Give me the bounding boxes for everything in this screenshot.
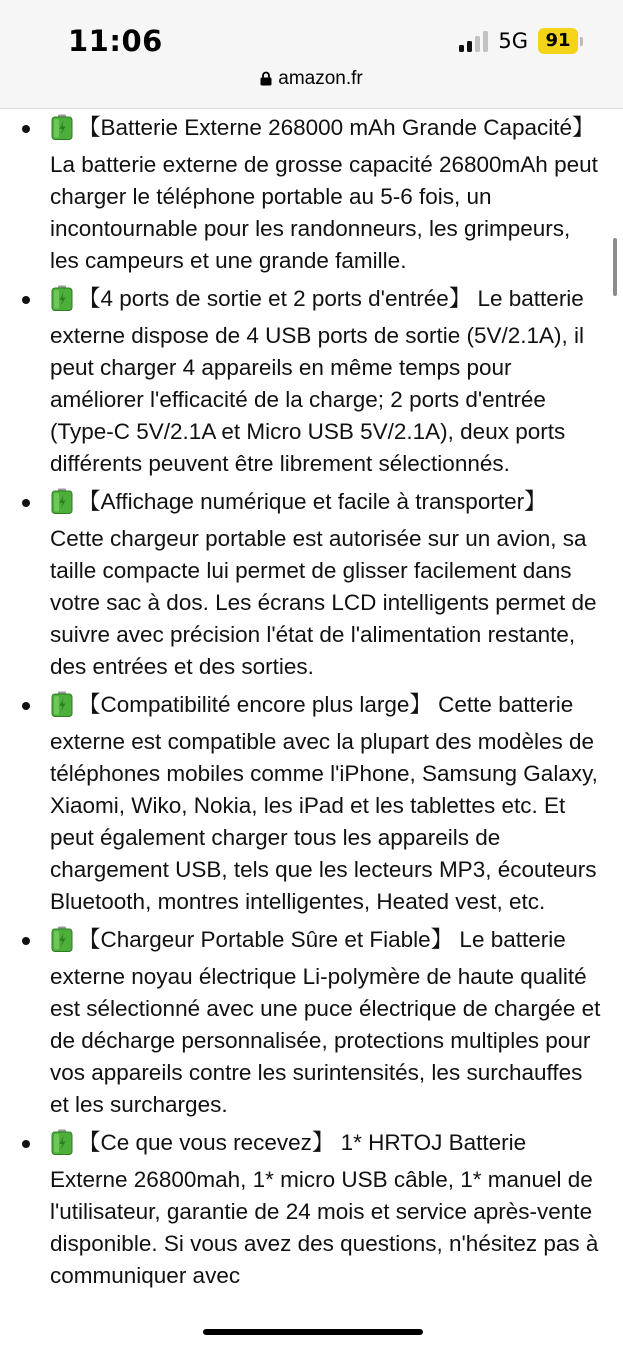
feature-bullet-list — [0, 112, 623, 1292]
product-description — [0, 112, 623, 1298]
address-bar[interactable] — [0, 68, 623, 92]
status-and-address-bar — [0, 0, 623, 109]
feature-bullet — [0, 924, 623, 1121]
battery-emoji-icon — [50, 488, 74, 523]
battery-icon — [538, 28, 583, 54]
home-indicator[interactable] — [203, 1329, 423, 1335]
feature-bullet-text: 【Ce que vous recevez】 1* HRTOJ Batterie Externe 26800mah, 1* micro USB câble, 1* manuel de l'utilisateur, garantie de 24 mois et service après-vente disponible. Si vous avez des questions, n'hésitez pas à communiquer avec — [50, 1130, 599, 1288]
feature-bullet-text: 【Batterie Externe 268000 mAh Grande Capacité】La batterie externe de grosse capacité 26800mAh peut charger le téléphone portable au 5-6 fois, un incontournable pour les randonneurs, les grimpeurs, les campeurs et une grande famille. — [50, 115, 598, 273]
feature-bullet-text: 【Chargeur Portable Sûre et Fiable】 Le batterie externe noyau électrique Li-polymère de haute qualité est sélectionné avec une puce électrique de chargée et de décharge personnalisée, protections multiples pour vos appareils contre les surintensités, les surchauffes et les surcharges. — [50, 927, 601, 1117]
status-time: 11:06 — [68, 24, 163, 58]
battery-emoji-icon — [50, 1129, 74, 1164]
feature-bullet — [0, 689, 623, 918]
scrollbar[interactable] — [613, 238, 617, 296]
url-text: amazon.fr — [278, 68, 363, 89]
feature-bullet — [0, 486, 623, 683]
feature-bullet — [0, 1127, 623, 1292]
feature-bullet-text: 【Compatibilité encore plus large】 Cette batterie externe est compatible avec la plupart des modèles de téléphones mobiles comme l'iPhone, Samsung Galaxy, Xiaomi, Wiko, Nokia, les iPad et les tablettes etc. Et peut également charger tous les appareils de chargement USB, tels que les lecteurs MP3, écouteurs Bluetooth, montres intelligentes, Heated vest, etc. — [50, 692, 598, 914]
status-indicators — [459, 28, 583, 54]
network-type: 5G — [498, 29, 528, 53]
battery-emoji-icon — [50, 926, 74, 961]
cellular-signal-icon — [459, 30, 488, 52]
feature-bullet — [0, 283, 623, 480]
feature-bullet-text: 【4 ports de sortie et 2 ports d'entrée】 Le batterie externe dispose de 4 USB ports de sortie (5V/2.1A), il peut charger 4 appareils en même temps pour améliorer l'efficacité de la charge; 2 ports d'entrée (Type-C 5V/2.1A et Micro USB 5V/2.1A), deux ports différents peuvent être librement sélectionnés. — [50, 286, 585, 476]
battery-emoji-icon — [50, 114, 74, 149]
battery-emoji-icon — [50, 691, 74, 726]
battery-level: 91 — [538, 28, 578, 54]
feature-bullet-text: 【Affichage numérique et facile à transporter】 Cette chargeur portable est autorisée sur un avion, sa taille compacte lui permet de glisser facilement dans votre sac à dos. Les écrans LCD intelligents permet de suivre avec précision l'état de l'alimentation restante, des entrées et des sorties. — [50, 489, 597, 679]
battery-emoji-icon — [50, 285, 74, 320]
feature-bullet — [0, 112, 623, 277]
lock-icon — [260, 70, 272, 92]
